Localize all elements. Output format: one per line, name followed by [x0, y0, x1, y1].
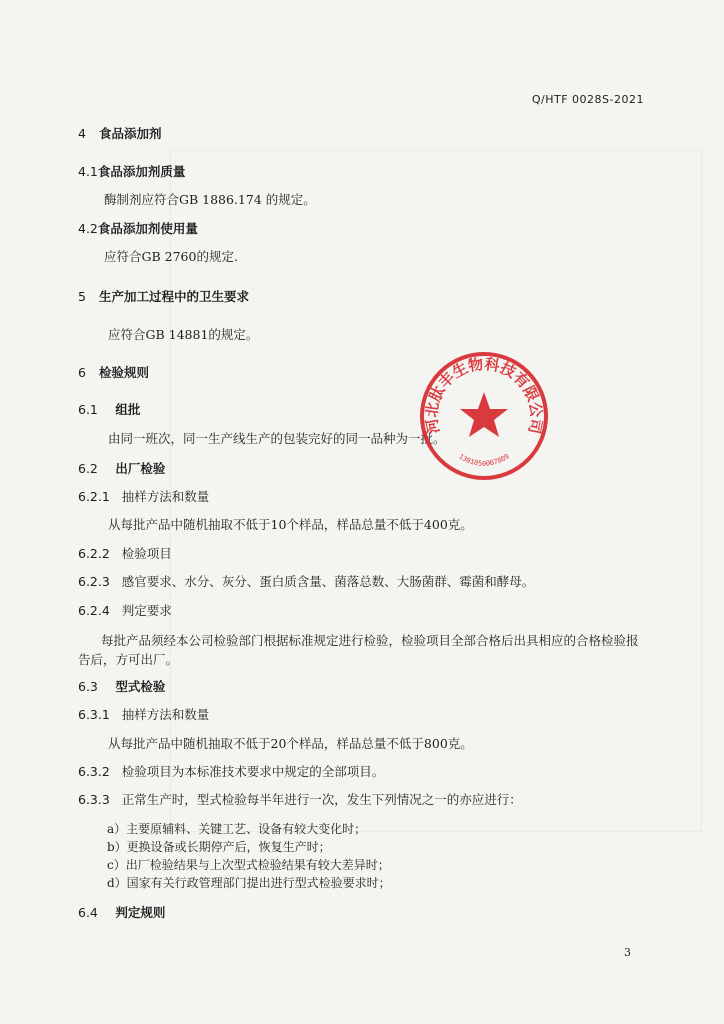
- section-number: 4.1: [78, 164, 98, 179]
- page-number: 3: [624, 946, 631, 959]
- section-4-1-heading: [78, 162, 185, 180]
- section-title: 正常生产时，型式检验每半年进行一次，发生下列情况之一的亦应进行：: [121, 792, 522, 807]
- section-6-1-body: 由同一班次，同一生产线生产的包装完好的同一品种为一批。: [108, 431, 446, 446]
- list-item-b: b）更换设备或长期停产后，恢复生产时；: [107, 840, 331, 854]
- section-number: 5: [78, 289, 86, 304]
- section-6-2-heading: [78, 459, 165, 477]
- section-6-3-1-body: 从每批产品中随机抽取不低于20个样品，样品总量不低于800克。: [108, 736, 473, 751]
- section-6-2-4-body-line1: 每批产品须经本公司检验部门根据标准规定进行检验，检验项目全部合格后出具相应的合格检验报: [101, 633, 639, 648]
- section-title: 抽样方法和数量: [121, 489, 210, 504]
- section-number: 6.3.1: [78, 707, 110, 722]
- section-title: 型式检验: [115, 679, 166, 694]
- section-6-3-1-heading: [78, 705, 209, 723]
- document-id: Q/HTF 0028S-2021: [531, 93, 644, 106]
- section-title: 感官要求、水分、灰分、蛋白质含量、菌落总数、大肠菌群、霉菌和酵母。: [121, 574, 535, 589]
- section-6-1-heading: [78, 400, 140, 418]
- section-number: 6.2.4: [78, 603, 110, 618]
- section-title: 组批: [115, 402, 141, 417]
- section-title: 判定规则: [115, 905, 166, 920]
- section-number: 6.2.1: [78, 489, 110, 504]
- section-6-2-4-heading: [78, 601, 172, 619]
- section-title: 检验项目: [121, 546, 172, 561]
- svg-text:河北肽丰生物科技有限公司: 河北肽丰生物科技有限公司: [422, 354, 546, 436]
- section-6-3-heading: [78, 677, 165, 695]
- section-title: 判定要求: [121, 603, 172, 618]
- section-title: 出厂检验: [115, 461, 166, 476]
- section-number: 6: [78, 365, 86, 380]
- svg-text:1301050007809: 1301050007809: [457, 452, 511, 468]
- section-title: 食品添加剂质量: [97, 164, 186, 179]
- section-title: 食品添加剂: [99, 126, 162, 141]
- list-item-d: d）国家有关行政管理部门提出进行型式检验要求时；: [107, 876, 391, 890]
- seal-graphic: [418, 350, 550, 482]
- section-number: 4.2: [78, 221, 98, 236]
- list-item-c: c）出厂检验结果与上次型式检验结果有较大差异时；: [107, 858, 390, 872]
- section-6-heading: [78, 363, 149, 381]
- section-6-2-3-heading: [78, 572, 534, 590]
- section-5-heading: [78, 287, 249, 305]
- section-number: 6.4: [78, 905, 98, 920]
- section-4-heading: [78, 124, 162, 142]
- section-4-1-body: 酶制剂应符合GB 1886.174 的规定。: [104, 192, 316, 207]
- section-number: 6.3.2: [78, 764, 110, 779]
- section-number: 6.2: [78, 461, 98, 476]
- section-6-3-2-heading: [78, 762, 384, 780]
- section-title: 检验规则: [99, 365, 150, 380]
- section-number: 6.2.2: [78, 546, 110, 561]
- section-6-2-1-heading: [78, 487, 209, 505]
- section-6-4-heading: [78, 903, 165, 921]
- section-6-2-4-body-line2: 告后，方可出厂。: [78, 652, 179, 667]
- company-seal: [418, 350, 550, 482]
- bleed-through-table: [170, 150, 702, 832]
- section-title: 食品添加剂使用量: [97, 221, 198, 236]
- section-4-2-heading: [78, 219, 198, 237]
- section-6-3-3-heading: [78, 790, 522, 808]
- section-number: 6.3.3: [78, 792, 110, 807]
- section-number: 6.3: [78, 679, 98, 694]
- section-number: 6.1: [78, 402, 98, 417]
- section-5-body: 应符合GB 14881的规定。: [108, 327, 259, 342]
- section-title: 检验项目为本标准技术要求中规定的全部项目。: [121, 764, 385, 779]
- section-title: 生产加工过程中的卫生要求: [99, 289, 250, 304]
- section-4-2-body: 应符合GB 2760的规定.: [104, 249, 238, 264]
- section-title: 抽样方法和数量: [121, 707, 210, 722]
- section-number: 6.2.3: [78, 574, 110, 589]
- list-item-a: a）主要原辅料、关键工艺、设备有较大变化时；: [107, 822, 367, 836]
- section-6-2-2-heading: [78, 544, 172, 562]
- section-6-2-1-body: 从每批产品中随机抽取不低于10个样品，样品总量不低于400克。: [108, 517, 473, 532]
- section-number: 4: [78, 126, 86, 141]
